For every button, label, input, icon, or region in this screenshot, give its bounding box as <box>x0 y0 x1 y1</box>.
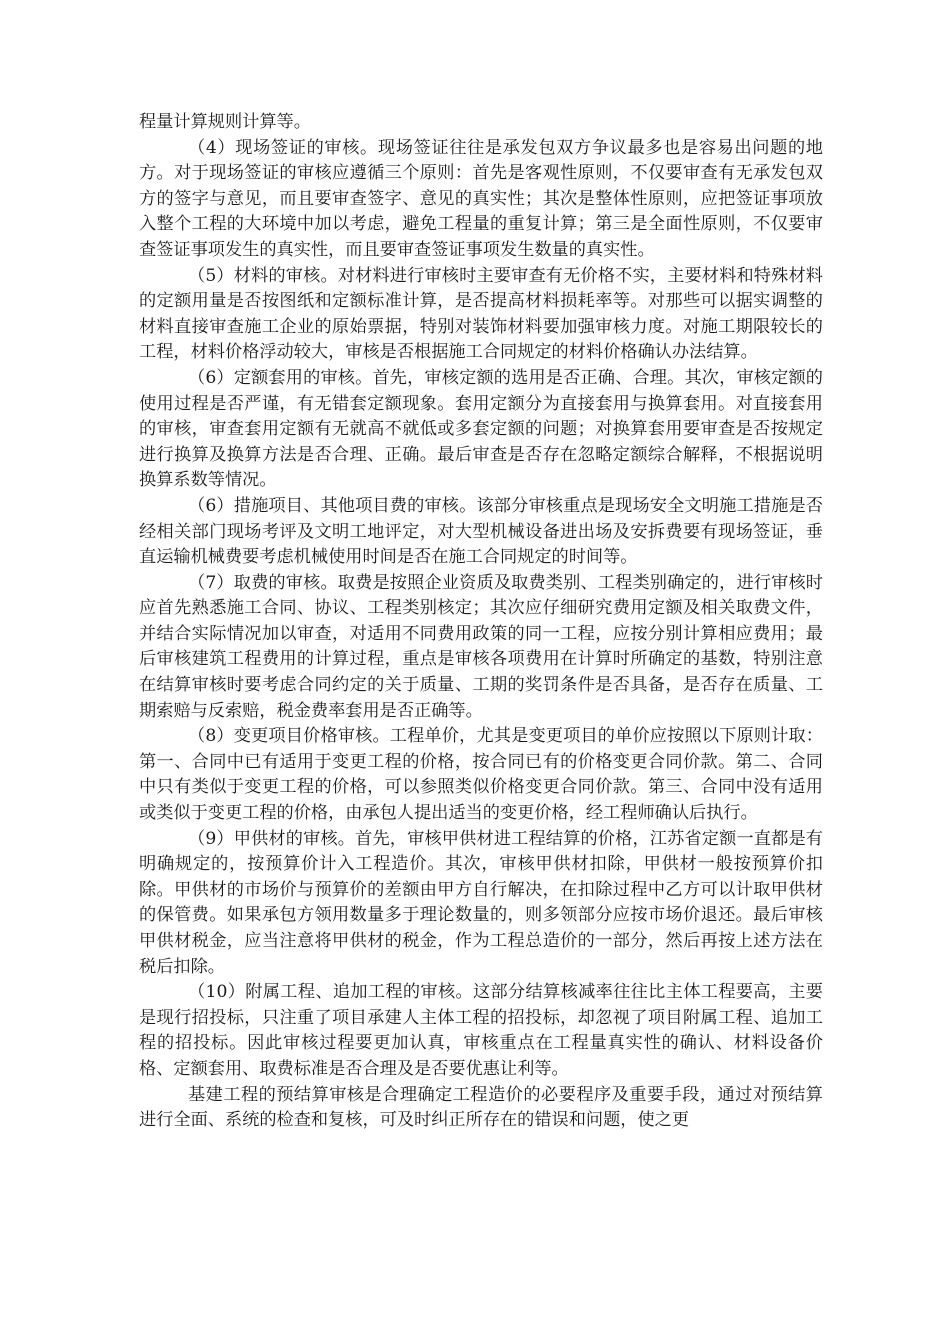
document-body <box>139 110 823 1134</box>
paragraph-material-review: （5）材料的审核。对材料进行审核时主要审查有无价格不实，主要材料和特殊材料的定额用量是否按图纸和定额标准计算，是否提高材料损耗率等。对那些可以据实调整的材料直接审查施工企业的原始票据，特别对装饰材料要加强审核力度。对施工期限较长的工程，材料价格浮动较大，审核是否根据施工合同规定的材料价格确认办法结算。 <box>139 265 823 363</box>
paragraph-site-visa-review: （4）现场签证的审核。现场签证往往是承发包双方争议最多也是容易出问题的地方。对于现场签证的审核应遵循三个原则：首先是客观性原则，不仅要审查有无承发包双方的签字与意见，而且要审查签字、意见的真实性；其次是整体性原则，应把签证事项放入整个工程的大环境中加以考虑，避免工程量的重复计算；第三是全面性原则，不仅要审查签证事项发生的真实性，而且要审查签证事项发生数量的真实性。 <box>139 137 823 260</box>
paragraph-continuation: 程量计算规则计算等。 <box>139 112 311 132</box>
paragraph-change-price-review: （8）变更项目价格审核。工程单价，尤其是变更项目的单价应按照以下原则计取：第一、合同中已有适用于变更工程的价格，按合同已有的价格变更合同价款。第二、合同中只有类似于变更工程的价格，可以参照类似价格变更合同价款。第三、合同中没有适用或类似于变更工程的价格，由承包人提出适当的变更价格，经工程师确认后执行。 <box>139 726 823 824</box>
paragraph-fee-review: （7）取费的审核。取费是按照企业资质及取费类别、工程类别确定的，进行审核时应首先熟悉施工合同、协议、工程类别核定；其次应仔细研究费用定额及相关取费文件，并结合实际情况加以审查，对适用不同费用政策的同一工程，应按分别计算相应费用；最后审核建筑工程费用的计算过程，重点是审核各项费用在计算时所确定的基数，特别注意在结算审核时要考虑合同约定的关于质量、工期的奖罚条件是否具备，是否存在质量、工期索赔与反索赔，税金费率套用是否正确等。 <box>139 572 823 721</box>
paragraph-quota-review: （6）定额套用的审核。首先，审核定额的选用是否正确、合理。其次，审核定额的使用过程是否严谨，有无错套定额现象。套用定额分为直接套用与换算套用。对直接套用的审核，审查套用定额有无就高不就低或多套定额的问题；对换算套用要审查是否按规定进行换算及换算方法是否合理、正确。最后审查是否存在忽略定额综合解释，不根据说明换算系数等情况。 <box>139 367 823 491</box>
paragraph-auxiliary-works-review: （10）附属工程、追加工程的审核。这部分结算核减率往往比主体工程要高，主要是现行招投标，只注重了项目承建人主体工程的招投标，却忽视了项目附属工程、追加工程的招投标。因此审核过程要更加认真，审核重点在工程量真实性的确认、材料设备价格、定额套用、取费标准是否合理及是否要优惠让利等。 <box>139 982 823 1079</box>
paragraph-measure-items-review: （6）措施项目、其他项目费的审核。该部分审核重点是现场安全文明施工措施是否经相关部门现场考评及文明工地评定，对大型机械设备进出场及安拆费要有现场签证，垂直运输机械费要考虑机械使用时间是否在施工合同规定的时间等。 <box>139 495 823 568</box>
paragraph-conclusion: 基建工程的预结算审核是合理确定工程造价的必要程序及重要手段，通过对预结算进行全面、系统的检查和复核，可及时纠正所存在的错误和问题，使之更 <box>139 1084 823 1131</box>
paragraph-owner-supplied-material-review: （9）甲供材的审核。首先，审核甲供材进工程结算的价格，江苏省定额一直都是有明确规定的，按预算价计入工程造价。其次，审核甲供材扣除，甲供材一般按预算价扣除。甲供材的市场价与预算价的差额由甲方自行解决，在扣除过程中乙方可以计取甲供材的保管费。如果承包方领用数量多于理论数量的，则多领部分应按市场价退还。最后审核甲供材税金，应当注意将甲供材的税金，作为工程总造价的一部分，然后再按上述方法在税后扣除。 <box>139 828 823 977</box>
